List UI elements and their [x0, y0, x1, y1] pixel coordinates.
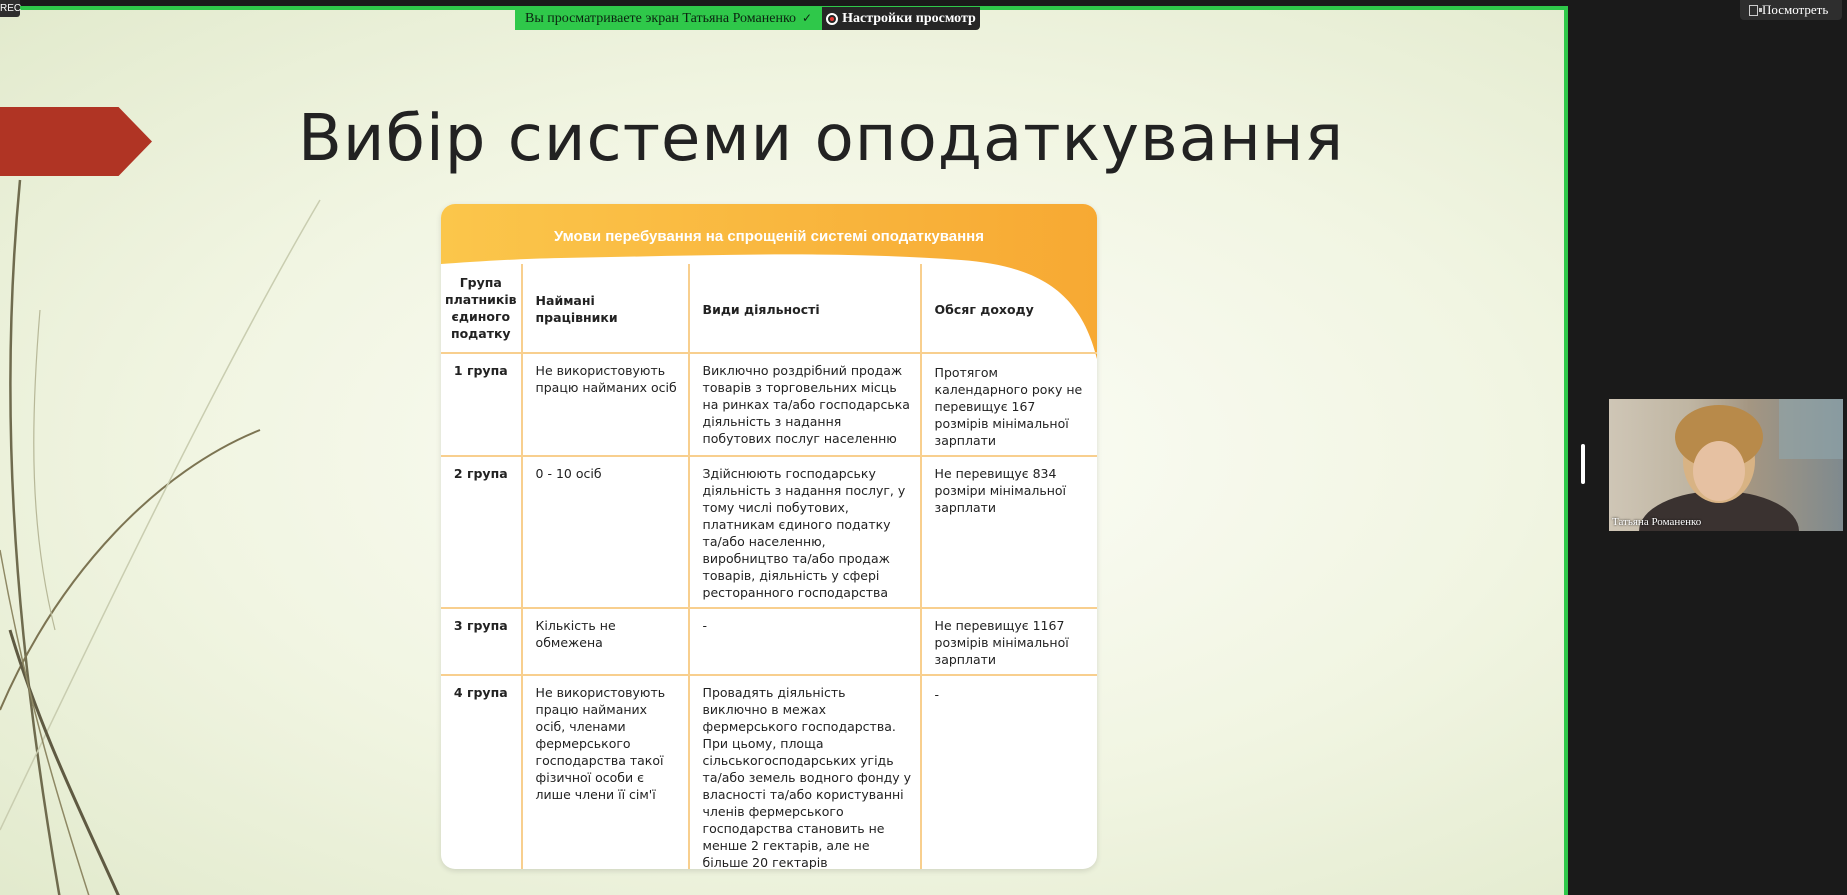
cell-income: Не перевищує 834 розміри мінімальної зарплати [934, 466, 1066, 515]
viewing-text: Вы просматриваете экран Татьяна Романенко [525, 11, 797, 26]
view-button-label: Посмотреть [1762, 2, 1829, 17]
tax-conditions-table [441, 204, 1097, 869]
table-row [441, 675, 1097, 869]
cell-group: 4 група [441, 675, 522, 869]
settings-dot-icon [826, 13, 838, 25]
slide-title: Вибір системи оподаткування [298, 102, 1345, 176]
table-header-row [441, 264, 1097, 353]
view-layout-icon [1749, 5, 1758, 16]
header-income: Обсяг доходу [934, 301, 1034, 317]
header-group: Група платників єдиного податку [441, 264, 522, 353]
cell-employees: Кількість не обмежена [522, 608, 689, 675]
cell-income: - [934, 687, 940, 702]
cell-employees: Не використовують працю найманих осіб [522, 353, 689, 456]
cell-activities: Здійснюють господарську діяльність з надання послуг, у тому числі побутових, платникам єдиного податку та/або населенню, виробництво та/або продаж товарів, діяльність у сфері ресторанного господарства [689, 456, 921, 608]
cell-activities: Провадять діяльність виключно в межах фермерського господарства. При цьому, площа сільськогосподарських угідь та/або земель водного фонду у власності та/або користуванні членів фермерського господарства становить не менше 2 гектарів, але не більше 20 гектарів [689, 675, 921, 869]
recording-badge: REC [0, 0, 20, 17]
cell-employees: Не використовують працю найманих осіб, членами фермерського господарства такої фізичної особи є лише члени її сім'ї [522, 675, 689, 869]
table-row [441, 608, 1097, 675]
header-activities: Види діяльності [689, 264, 921, 353]
cell-activities: Виключно роздрібний продаж товарів з торговельних місць на ринках та/або господарська діяльність з надання побутових послуг населенню [689, 353, 921, 456]
table-row [441, 353, 1097, 456]
viewing-notice [515, 7, 822, 30]
participant-video[interactable] [1609, 399, 1843, 531]
cell-income: Протягом календарного року не перевищує 167 розмірів мінімальної зарплати [934, 365, 1083, 448]
cell-group: 1 група [441, 353, 522, 456]
participant-video-frame [1609, 399, 1843, 531]
remote-control-icon[interactable]: ✓ [802, 11, 813, 25]
cell-activities: - [689, 608, 921, 675]
shared-screen [0, 6, 1568, 895]
tax-table [441, 264, 1097, 869]
cell-group: 2 група [441, 456, 522, 608]
cell-income: Не перевищує 1167 розмірів мінімальної зарплати [934, 618, 1069, 667]
cell-group: 3 група [441, 608, 522, 675]
view-settings-label: Настройки просмотр [842, 11, 976, 26]
table-title: Умови перебування на спрощеній системі оподаткування [553, 228, 984, 245]
view-button[interactable] [1740, 0, 1842, 20]
cell-employees: 0 - 10 осіб [522, 456, 689, 608]
view-settings-button[interactable] [822, 7, 980, 30]
screen-share-banner [515, 7, 980, 30]
panel-resize-handle[interactable] [1581, 444, 1585, 484]
header-employees: Наймані працівники [522, 264, 689, 353]
table-row [441, 456, 1097, 608]
participant-name: Татьяна Романенко [1612, 516, 1702, 528]
